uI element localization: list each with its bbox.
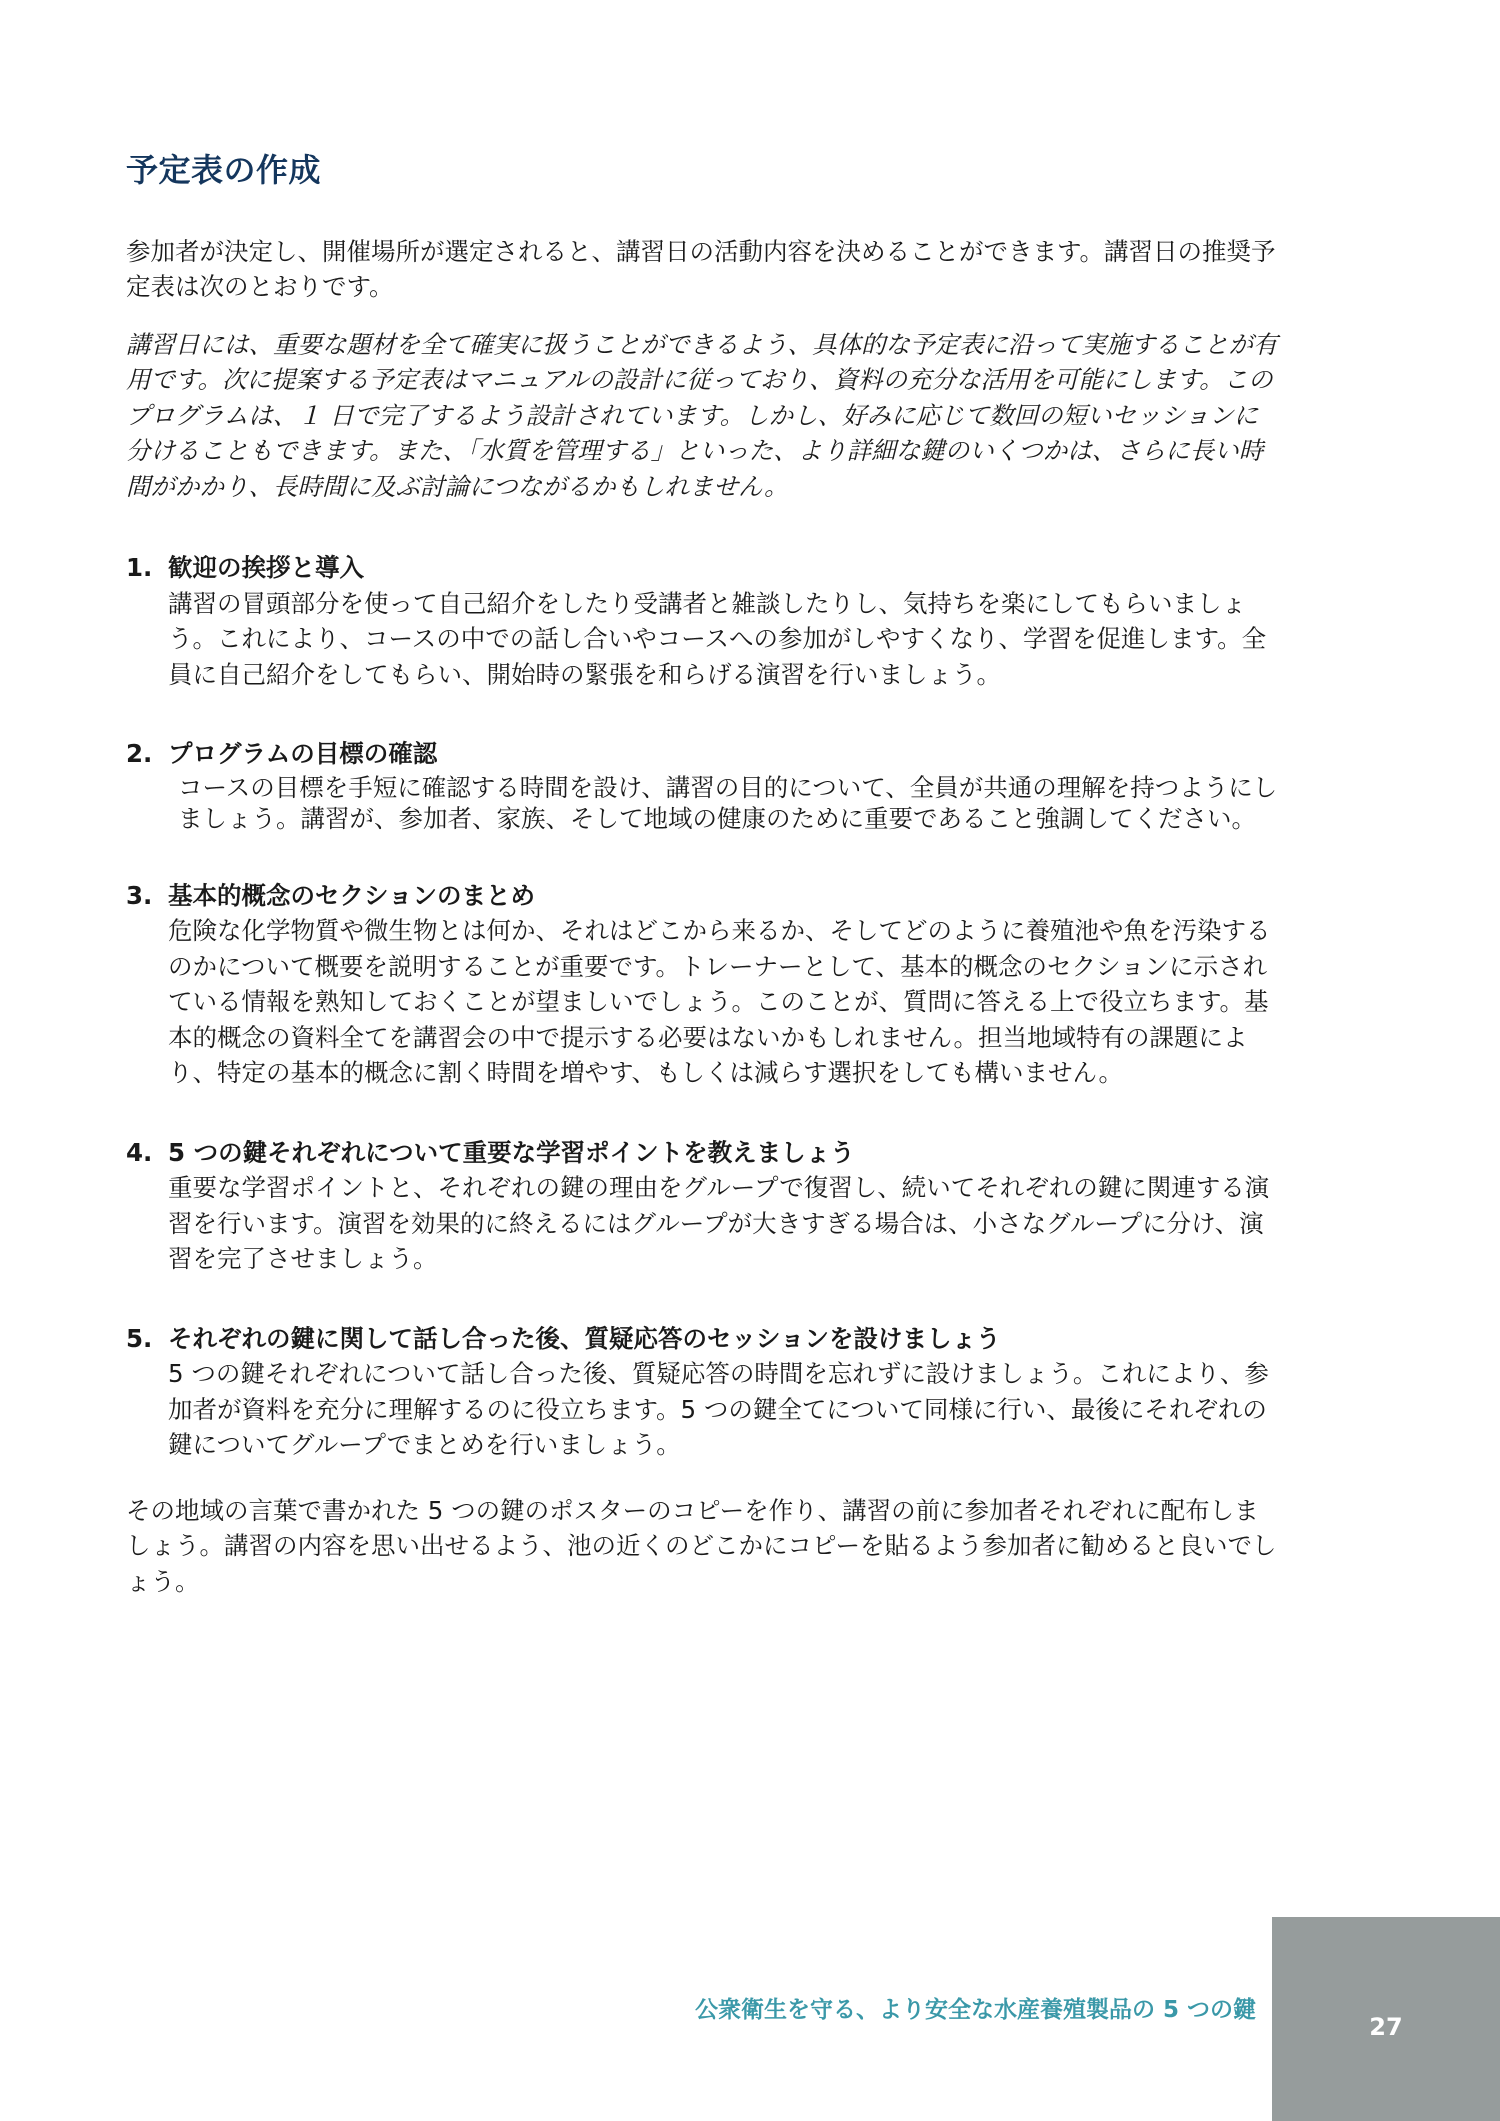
page-content [126, 150, 1280, 1621]
step-body: 5 つの鍵それぞれについて話し合った後、質疑応答の時間を忘れずに設けましょう。これにより、参加者が資料を充分に理解するのに役立ちます。5 つの鍵全てについて同様に行い、最後にそれぞれの鍵についてグループでまとめを行いましょう。 [168, 1359, 1269, 1460]
page-title: 予定表の作成 [126, 151, 322, 189]
step-heading: プログラムの目標の確認 [168, 739, 438, 769]
step-body: 危険な化学物質や微生物とは何か、それはどこから来るか、そしてどのように養殖池や魚を汚染するのかについて概要を説明することが重要です。トレーナーとして、基本的概念のセクションに示されている情報を熟知しておくことが望ましいでしょう。このことが、質問に答える上で役立ちます。基本的概念の資料全てを講習会の中で提示する必要はないかもしれません。担当地域特有の課題により、特定の基本的概念に割く時間を増やす、もしくは減らす選択をしても構いません。 [168, 916, 1271, 1088]
step-body: 重要な学習ポイントと、それぞれの鍵の理由をグループで復習し、続いてそれぞれの鍵に関連する演習を行います。演習を効果的に終えるにはグループが大きすぎる場合は、小さなグループに分け、演習を完了させましょう。 [168, 1173, 1270, 1274]
intro-paragraph: 参加者が決定し、開催場所が選定されると、講習日の活動内容を決めることができます。講習日の推奨予定表は次のとおりです。 [126, 236, 1276, 302]
step-heading: 5 つの鍵それぞれについて重要な学習ポイントを教えましょう [168, 1137, 855, 1167]
step-item [126, 878, 1280, 1091]
step-body: コースの目標を手短に確認する時間を設け、講習の目的について、全員が共通の理解を持つようにしましょう。講習が、参加者、家族、そして地域の健康のために重要であること強調してください。 [178, 772, 1278, 833]
running-footer-title: 公衆衛生を守る、より安全な水産養殖製品の 5 つの鍵 [694, 1997, 1256, 2023]
page-number: 27 [1369, 2013, 1403, 2041]
closing-paragraph: その地域の言葉で書かれた 5 つの鍵のポスターのコピーを作り、講習の前に参加者それぞれに配布しましょう。講習の内容を思い出せるよう、池の近くのどこかにコピーを貼るよう参加者に勧めると良いでしょう。 [126, 1495, 1277, 1596]
step-number: 3. [126, 880, 153, 910]
step-item [126, 550, 1280, 692]
step-heading: それぞれの鍵に関して話し合った後、質疑応答のセッションを設けましょう [168, 1323, 1001, 1353]
step-number: 1. [126, 553, 153, 583]
page-number-box [1272, 1917, 1500, 2121]
step-item [126, 1321, 1280, 1463]
step-item [126, 1135, 1280, 1277]
schedule-steps [126, 550, 1280, 1463]
step-item [126, 736, 1280, 834]
step-body: 講習の冒頭部分を使って自己紹介をしたり受講者と雑談したりし、気持ちを楽にしてもらいましょう。これにより、コースの中での話し合いやコースへの参加がしやすくなり、学習を促進します。全員に自己紹介をしてもらい、開始時の緊張を和らげる演習を行いましょう。 [168, 588, 1267, 689]
step-number: 2. [126, 739, 153, 769]
italic-note: 講習日には、重要な題材を全て確実に扱うことができるよう、具体的な予定表に沿って実施することが有用です。次に提案する予定表はマニュアルの設計に従っており、資料の充分な活用を可能にします。このプログラムは、１ 日で完了するよう設計されています。しかし、好みに応じて数回の短いセッションに分けることもできます。また、「水質を管理する」といった、より詳細な鍵のいくつかは、さらに長い時間がかかり、長時間に及ぶ討論につながるかもしれません。 [126, 329, 1278, 501]
step-heading: 歓迎の挨拶と導入 [168, 553, 364, 583]
step-heading: 基本的概念のセクションのまとめ [168, 880, 536, 910]
step-number: 5. [126, 1323, 153, 1353]
step-number: 4. [126, 1137, 153, 1167]
